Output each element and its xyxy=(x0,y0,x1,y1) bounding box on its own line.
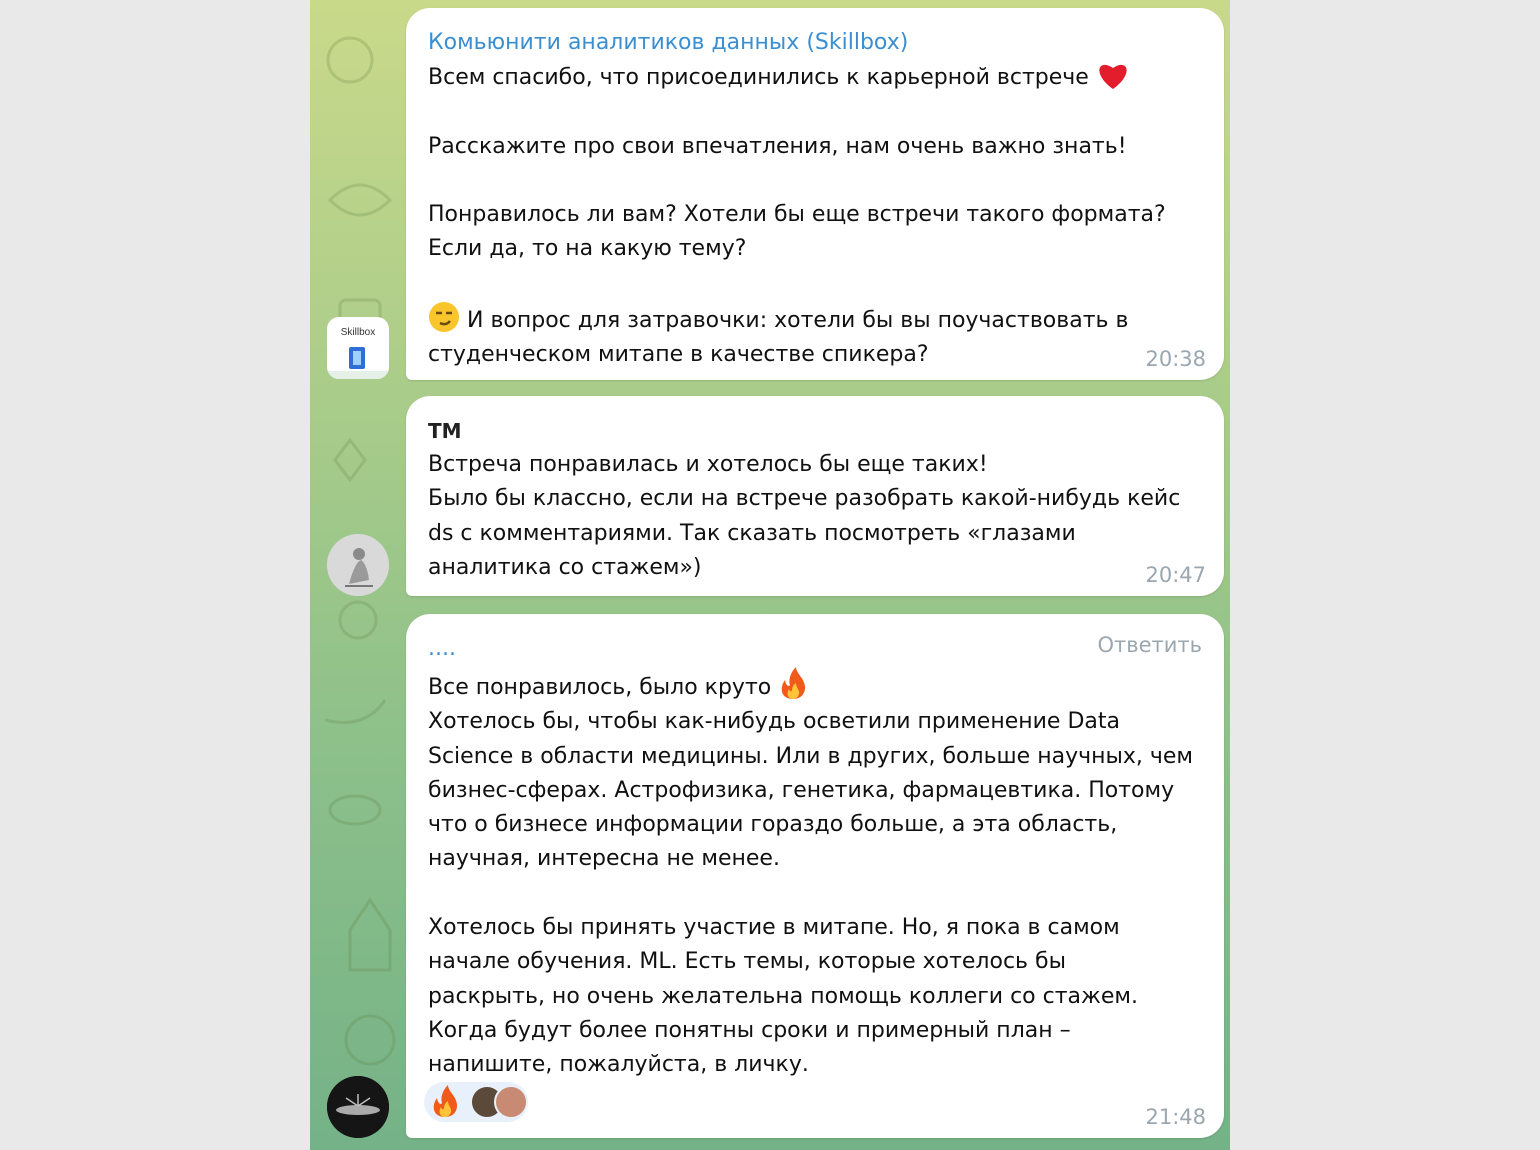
sender-name[interactable]: .... xyxy=(428,636,456,661)
skillbox-avatar[interactable] xyxy=(327,317,389,379)
user-avatar[interactable] xyxy=(327,534,389,596)
message-line: Всем спасибо, что присоединились к карьерной встрече xyxy=(428,65,1089,90)
avatar-photo-icon xyxy=(327,1076,389,1138)
message-bubble[interactable] xyxy=(406,614,1224,1138)
message-text xyxy=(428,666,1202,1083)
user-avatar[interactable] xyxy=(327,1076,389,1138)
message-line: Понравилось ли вам? Хотели бы еще встречи такого формата? xyxy=(428,202,1166,228)
message-line: студенческом митапе в качестве спикера? xyxy=(428,342,929,368)
message-line: Если да, то на какую тему? xyxy=(428,236,747,262)
heart-emoji xyxy=(1096,60,1130,90)
message-time: 20:38 xyxy=(1145,347,1206,371)
message-time: 21:48 xyxy=(1145,1105,1206,1129)
avatar-label: Skillbox xyxy=(340,327,376,338)
message-line: Расскажите про свои впечатления, нам очень важно знать! xyxy=(428,133,1127,159)
fire-reaction-icon[interactable] xyxy=(430,1084,460,1118)
chat-area xyxy=(310,0,1230,1150)
message-bubble[interactable] xyxy=(406,8,1224,380)
reply-button[interactable]: Ответить xyxy=(1097,633,1202,657)
message-text: Встреча понравилась и хотелось бы еще таких! Было бы классно, если на встрече разобрать какой-нибудь кейс ds с комментариями. Так сказать посмотреть «глазами аналитика со стажем») xyxy=(428,452,1181,580)
reactor-avatar xyxy=(494,1085,528,1119)
sender-name[interactable]: ТМ xyxy=(428,419,462,443)
avatar-photo-icon xyxy=(327,534,389,596)
reactions-bar[interactable] xyxy=(424,1082,528,1122)
message-text xyxy=(428,60,1202,373)
message-line: И вопрос для затравочки: хотели бы вы поучаствовать в xyxy=(467,308,1129,334)
message-line: Все понравилось, было круто xyxy=(428,675,772,700)
message-bubble[interactable] xyxy=(406,396,1224,596)
smirk-emoji xyxy=(428,301,460,333)
fire-emoji xyxy=(778,666,808,700)
sender-name[interactable]: Комьюнити аналитиков данных (Skillbox) xyxy=(428,30,909,55)
message-body: Хотелось бы, чтобы как-нибудь осветили применение Data Science в области медицины. Или в других, больше научных, чем бизнес-сферах. Астрофизика, генетика, фармацевтика. Потому что о бизнесе информации гораздо больше, а эта область, научная, интересна не менее. Хотелось бы принять участие в митапе. Но, я пока в самом начале обучения. ML. Есть темы, которые хотелось бы раскрыть, но очень желательна помощь коллеги со стажем. Когда будут более понятны сроки и примерный план – напишите, пожалуйста, в личку. xyxy=(428,709,1193,1078)
message-time: 20:47 xyxy=(1145,563,1206,587)
skillbox-logo-icon xyxy=(327,317,389,379)
